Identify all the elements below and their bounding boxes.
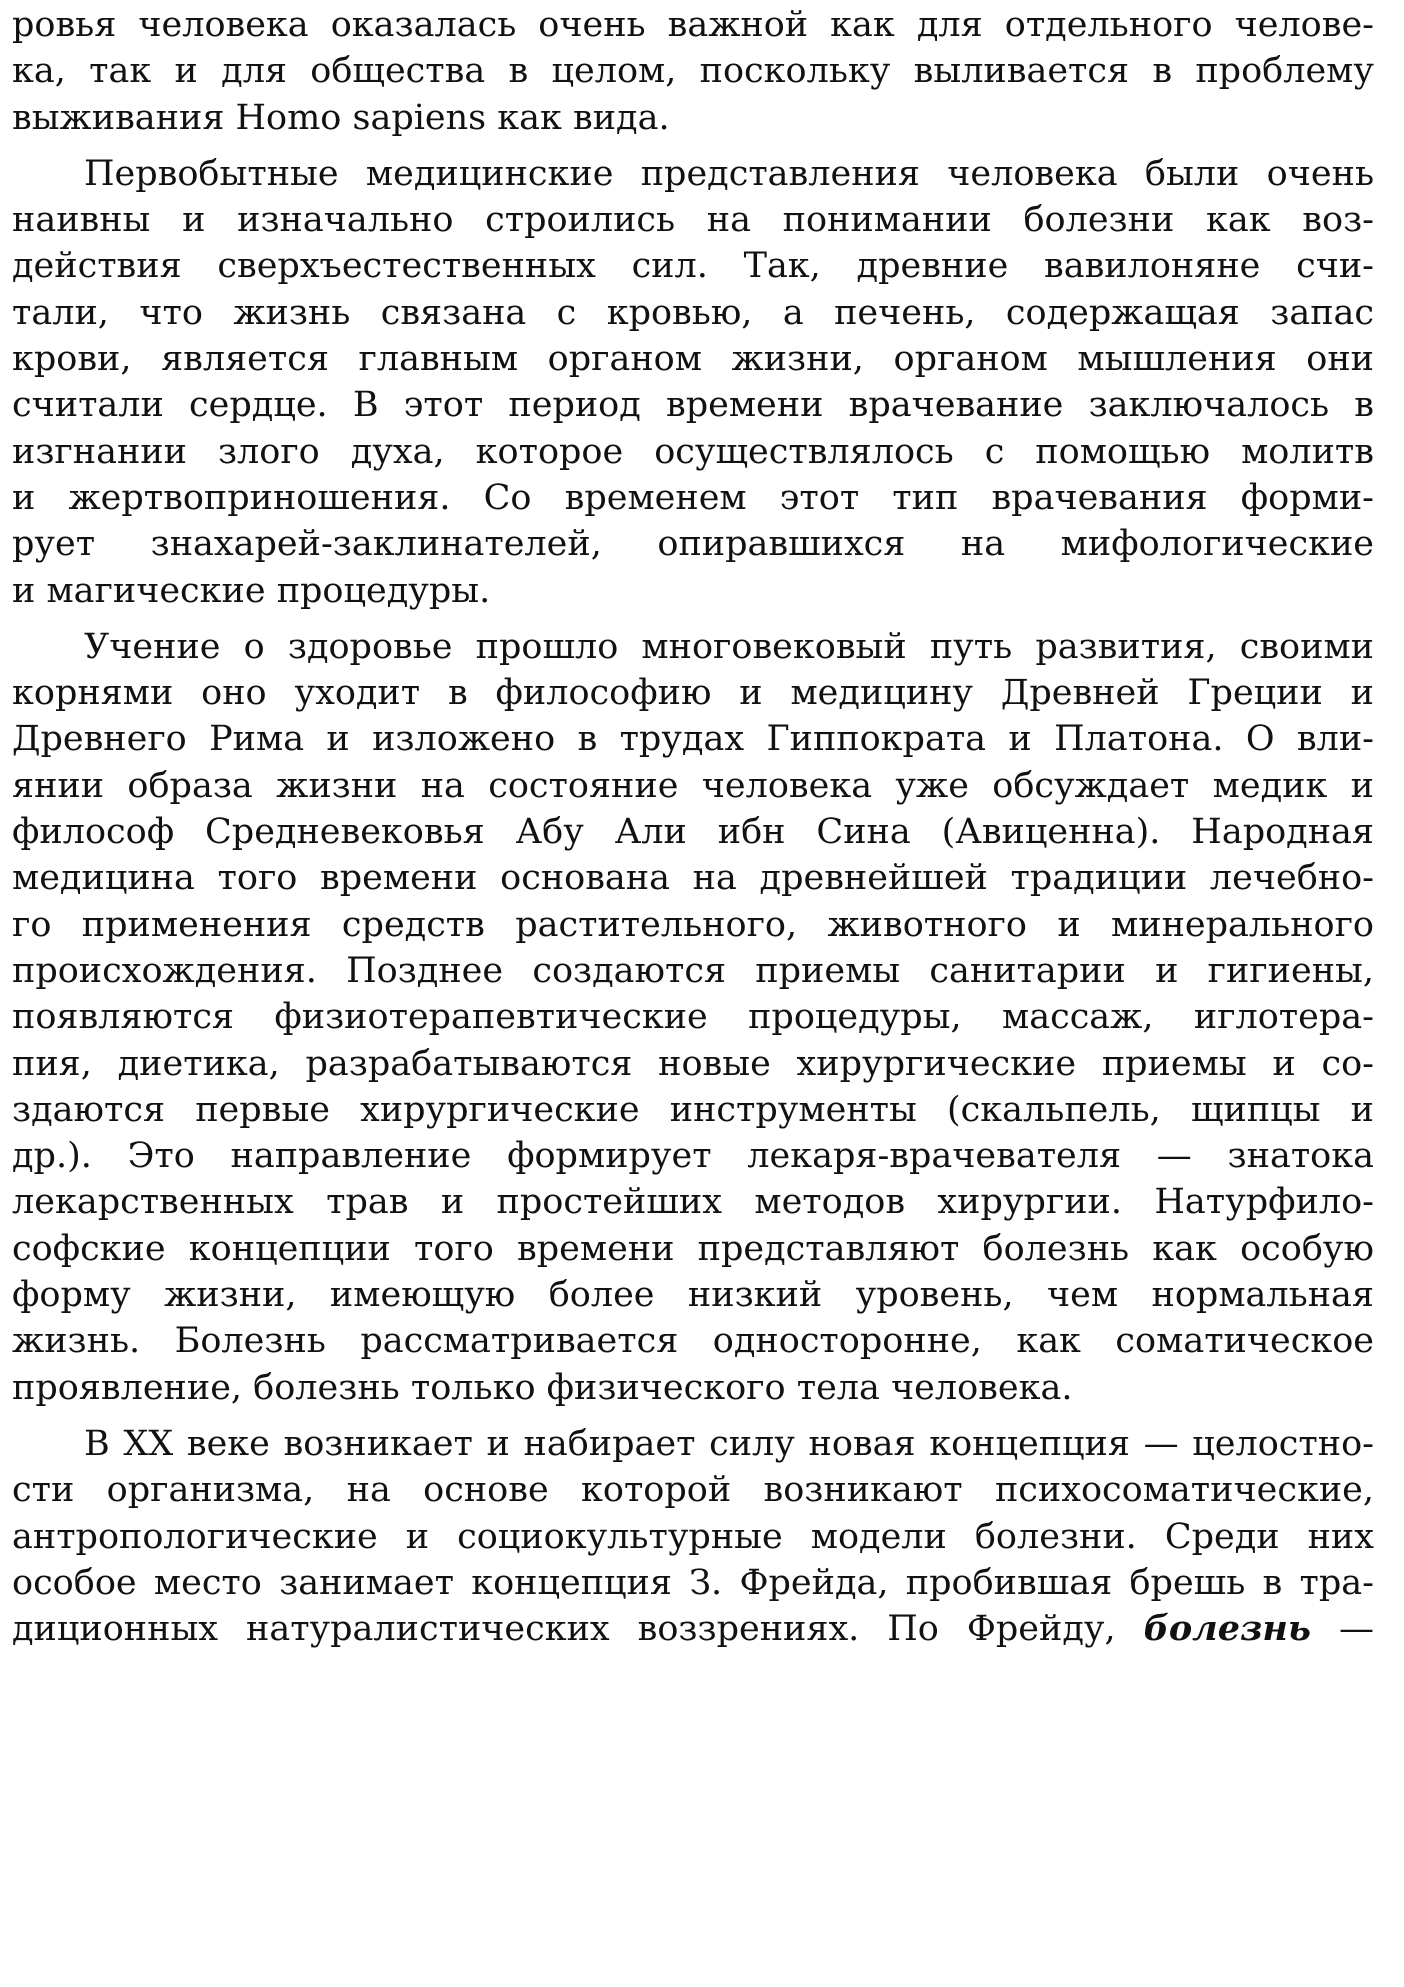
text-line: особое место занимает концепция З. Фрейда, пробившая брешь в тра- xyxy=(12,1562,1374,1603)
text-line: ка, так и для общества в целом, поскольку выливается в проблему xyxy=(12,51,1374,92)
text-line: считали сердце. В этот период времени врачевание заключалось в xyxy=(12,385,1374,426)
text-line: форму жизни, имеющую более низкий уровень, чем нормальная xyxy=(12,1275,1374,1316)
text-line: корнями оно уходит в философию и медицину Древней Греции и xyxy=(12,673,1374,714)
text-line xyxy=(12,1606,1374,1652)
text-line: действия сверхъестественных сил. Так, древние вавилоняне счи- xyxy=(12,246,1374,287)
text-line: рует знахарей-заклинателей, опиравшихся на мифологические xyxy=(12,524,1374,565)
text-line: ровья человека оказалась очень важной как для отдельного челове- xyxy=(12,5,1374,45)
paragraph-1 xyxy=(12,2,1374,141)
text-line: и жертвоприношения. Со временем этот тип врачевания форми- xyxy=(12,477,1374,518)
text-line: тали, что жизнь связана с кровью, а печень, содержащая запас xyxy=(12,292,1374,333)
text-line: наивны и изначально строились на понимании болезни как воз- xyxy=(12,200,1374,241)
text-line: изгнании злого духа, которое осуществлялось с помощью молитв xyxy=(12,431,1374,472)
text-line: софские концепции того времени представляют болезнь как особую xyxy=(12,1228,1374,1269)
text-line: янии образа жизни на состояние человека уже обсуждает медик и xyxy=(12,765,1374,806)
text-line: проявление, болезнь только физического тела человека. xyxy=(12,1367,1073,1408)
text-line: здаются первые хирургические инструменты (скальпель, щипцы и xyxy=(12,1089,1374,1130)
text-line: сти организма, на основе которой возникают психосоматические, xyxy=(12,1470,1374,1511)
paragraph-4 xyxy=(12,1421,1374,1652)
text-segment: — xyxy=(1338,1609,1374,1650)
text-line: крови, является главным органом жизни, органом мышления они xyxy=(12,339,1374,380)
paragraph-2 xyxy=(12,151,1374,614)
text-line: медицина того времени основана на древнейшей традиции лечебно- xyxy=(12,858,1374,899)
text-line: происхождения. Позднее создаются приемы санитарии и гигиены, xyxy=(12,950,1374,991)
text-line: го применения средств растительного, животного и минерального xyxy=(12,904,1374,945)
text-line: Древнего Рима и изложено в трудах Гиппократа и Платона. О вли- xyxy=(12,719,1374,760)
text-line: философ Средневековья Абу Али ибн Сина (Авиценна). Народная xyxy=(12,812,1374,853)
text-line: др.). Это направление формирует лекаря-врачевателя — знатока xyxy=(12,1136,1374,1177)
paragraph-3 xyxy=(12,624,1374,1411)
emphasized-term: болезнь xyxy=(1143,1608,1312,1650)
text-line: антропологические и социокультурные модели болезни. Среди них xyxy=(12,1516,1374,1557)
text-line: лекарственных трав и простейших методов хирургии. Натурфило- xyxy=(12,1182,1374,1223)
text-line: выживания Homo sapiens как вида. xyxy=(12,97,670,138)
document-page xyxy=(12,0,1374,1987)
text-line: появляются физиотерапевтические процедуры, массаж, иглотера- xyxy=(12,997,1374,1038)
text-line: В XX веке возникает и набирает силу новая концепция — целостно- xyxy=(84,1423,1374,1464)
text-line: пия, диетика, разрабатываются новые хирургические приемы и со- xyxy=(12,1043,1374,1084)
text-line: жизнь. Болезнь рассматривается односторонне, как соматическое xyxy=(12,1321,1374,1362)
text-line: и магические процедуры. xyxy=(12,570,491,611)
text-line: Первобытные медицинские представления человека были очень xyxy=(84,153,1374,194)
text-segment: диционных натуралистических воззрениях. По Фрейду, xyxy=(12,1609,1116,1650)
text-line: Учение о здоровье прошло многовековый путь развития, своими xyxy=(84,626,1374,667)
